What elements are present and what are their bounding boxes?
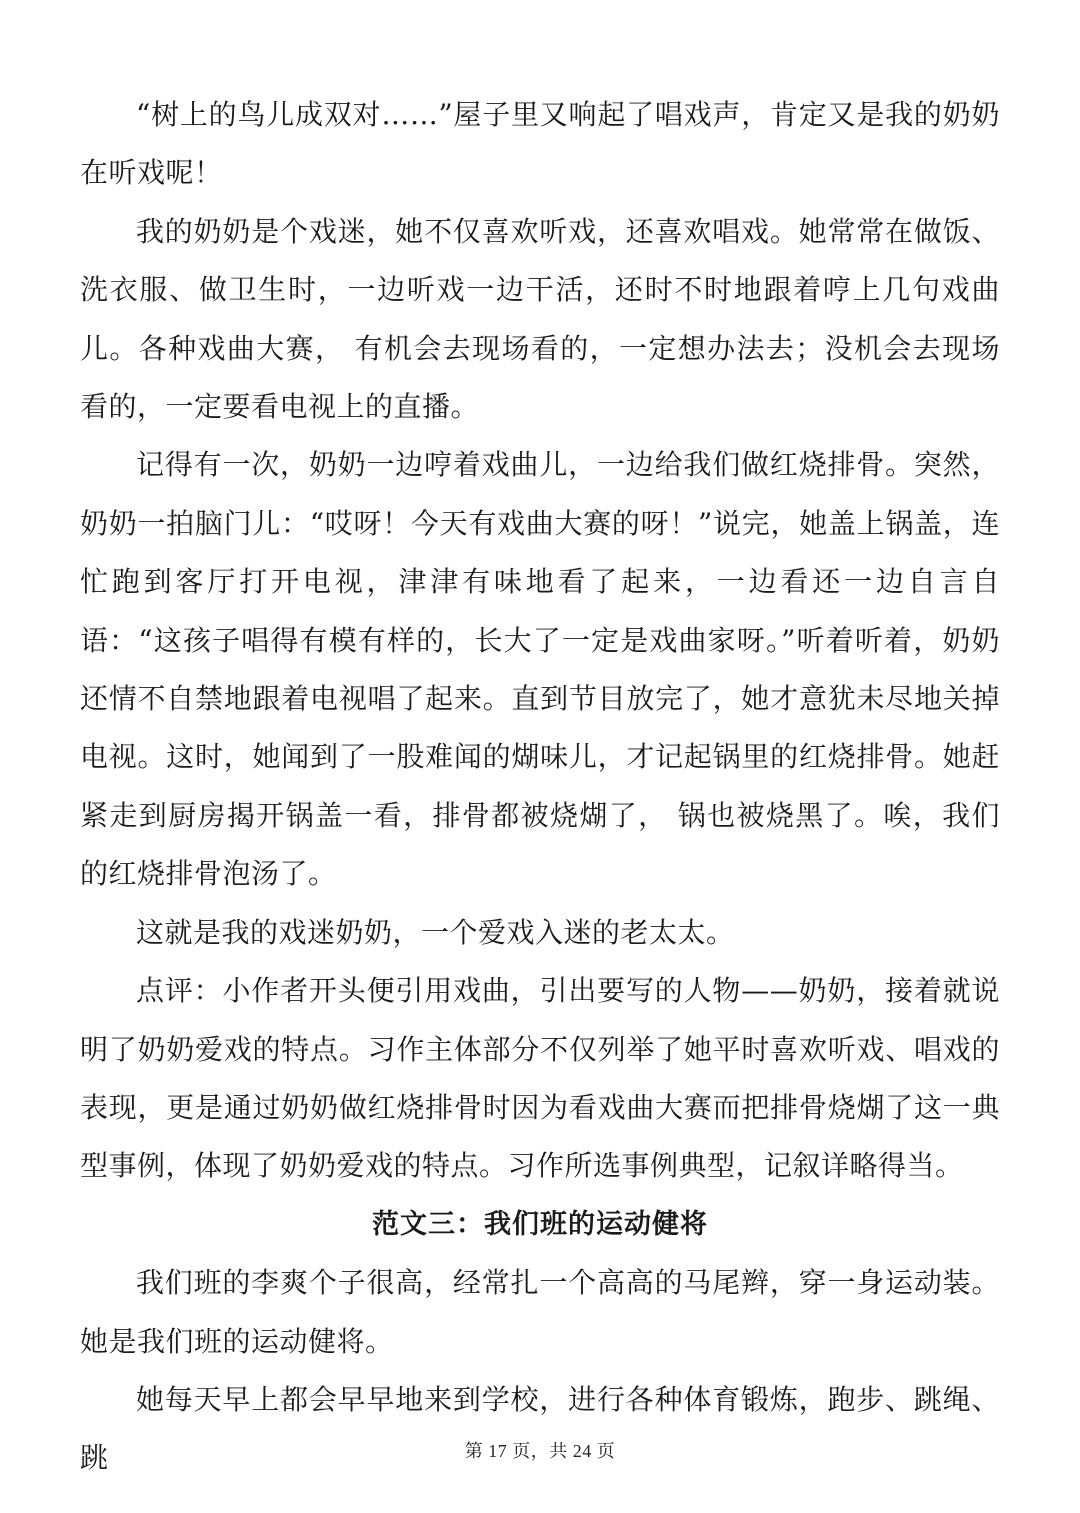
paragraph-grandma-intro: 我的奶奶是个戏迷，她不仅喜欢听戏，还喜欢唱戏。她常常在做饭、洗衣服、做卫生时，一边听戏一边干活，还时不时地跟着哼上几句戏曲儿。各种戏曲大赛， 有机会去现场看的，一定想办法去；没机会去现场看的，一定要看电视上的直播。 <box>80 214 1000 424</box>
paragraph-commentary: 点评：小作者开头便引用戏曲，引出要写的人物——奶奶，接着就说明了奶奶爱戏的特点。习作主体部分不仅列举了她平时喜欢听戏、唱戏的表现，更是通过奶奶做红烧排骨时因为看戏曲大赛而把排骨烧煳了这一典型事例，体现了奶奶爱戏的特点。习作所选事例典型，记叙详略得当。 <box>80 974 1000 1183</box>
paragraph-conclusion: 这就是我的戏迷奶奶，一个爱戏入迷的老太太。 <box>136 915 735 949</box>
paragraph-athlete-routine: 她每天早上都会早早地来到学校，进行各种体育锻炼，跑步、跳绳、跳 <box>80 1382 1000 1475</box>
section-title: 范文三：我们班的运动健将 <box>372 1208 708 1240</box>
paragraph-opening: “树上的鸟儿成双对……”屋子里又响起了唱戏声，肯定又是我的奶奶在听戏呢！ <box>80 98 1000 190</box>
paragraph-athlete-intro: 我们班的李爽个子很高，经常扎一个高高的马尾辫，穿一身运动装。她是我们班的运动健将。 <box>80 1266 1000 1358</box>
paragraph-ribs-story: 记得有一次，奶奶一边哼着戏曲儿，一边给我们做红烧排骨。突然，奶奶一拍脑门儿：“哎呀！今天有戏曲大赛的呀！”说完，她盖上锅盖，连忙跑到客厅打开电视，津津有味地看了起来，一边看还一边自言自语：“这孩子唱得有模有样的，长大了一定是戏曲家呀。”听着听着，奶奶还情不自禁地跟着电视唱了起来。直到节目放完了，她才意犹未尽地关掉电视。这时，她闻到了一股难闻的煳味儿，才记起锅里的红烧排骨。她赶紧走到厨房揭开锅盖一看，排骨都被烧煳了， 锅也被烧黑了。唉，我们的红烧排骨泡汤了。 <box>80 448 1000 891</box>
page-number-footer: 第 17 页，共 24 页 <box>464 1441 616 1461</box>
page-content <box>80 86 1000 1488</box>
